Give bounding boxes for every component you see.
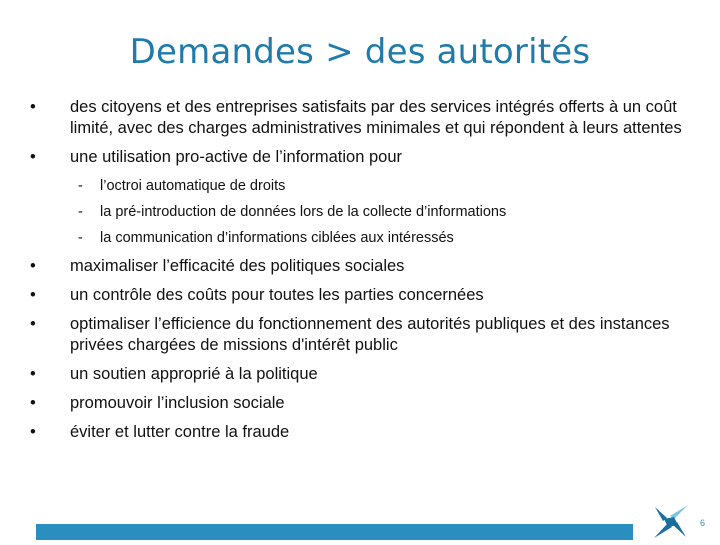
dash-icon: -	[78, 230, 83, 246]
bullet-text: une utilisation pro-active de l’information pour	[70, 148, 403, 166]
sub-item-text: l’octroi automatique de droits	[100, 178, 286, 194]
sub-list	[30, 176, 690, 248]
bullet-text: promouvoir l’inclusion sociale	[70, 394, 285, 412]
sub-list-item	[30, 176, 690, 196]
slide-content	[30, 97, 690, 451]
bullet-text: un contrôle des coûts pour toutes les parties concernées	[70, 286, 484, 304]
list-item	[30, 364, 690, 385]
bullet-icon: •	[30, 315, 36, 333]
bullet-icon: •	[30, 98, 36, 116]
footer-bar	[36, 524, 633, 540]
bullet-text: des citoyens et des entreprises satisfaits par des services intégrés offerts à un coût limité, avec des charges administratives minimales et qui répondent à leurs attentes	[70, 98, 682, 137]
bullet-icon: •	[30, 257, 36, 275]
bullet-icon: •	[30, 286, 36, 304]
page-number: 6	[700, 518, 706, 528]
list-item	[30, 147, 690, 168]
crossroads-bank-logo-icon	[652, 503, 690, 540]
slide-title: Demandes > des autorités	[129, 32, 591, 72]
list-item	[30, 256, 690, 277]
bullet-icon: •	[30, 423, 36, 441]
list-item	[30, 314, 690, 356]
bullet-text: maximaliser l’efficacité des politiques sociales	[70, 257, 405, 275]
sub-item-text: la communication d’informations ciblées aux intéressés	[100, 230, 454, 246]
dash-icon: -	[78, 204, 83, 220]
sub-list-item	[30, 202, 690, 222]
logo-graphic	[652, 503, 690, 540]
sub-list-item	[30, 228, 690, 248]
bullet-text: éviter et lutter contre la fraude	[70, 423, 290, 441]
bullet-icon: •	[30, 394, 36, 412]
list-item	[30, 285, 690, 306]
list-item	[30, 97, 690, 139]
list-item	[30, 393, 690, 414]
bullet-text: un soutien approprié à la politique	[70, 365, 318, 383]
dash-icon: -	[78, 178, 83, 194]
list-item	[30, 422, 690, 443]
bullet-icon: •	[30, 365, 36, 383]
sub-item-text: la pré-introduction de données lors de la collecte d’informations	[100, 204, 507, 220]
bullet-text: optimaliser l’efficience du fonctionnement des autorités publiques et des instances privées chargées de missions d'intérêt public	[70, 315, 670, 354]
bullet-icon: •	[30, 148, 36, 166]
